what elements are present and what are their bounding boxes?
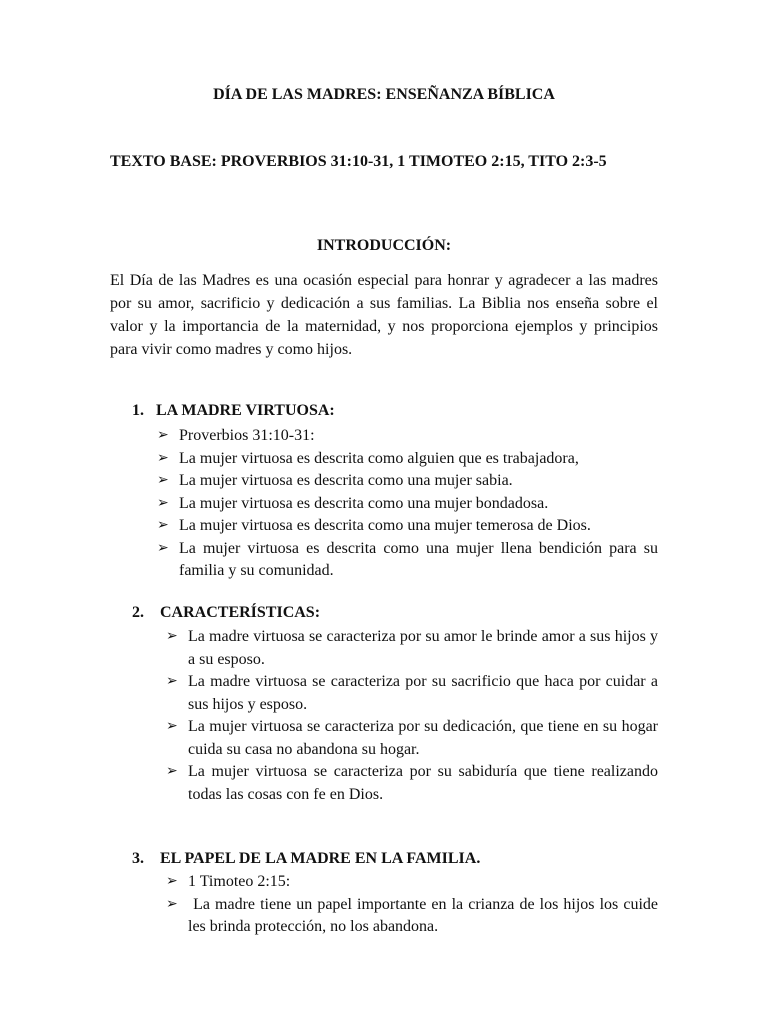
list-item: ➢ La madre virtuosa se caracteriza por su sacrificio que haca por cuidar a sus hijos y esposo. (166, 673, 658, 713)
list-item: ➢ La mujer virtuosa es descrita como una mujer sabia. (179, 470, 658, 493)
section-number: 1. (132, 402, 144, 419)
introduccion-paragraph: El Día de las Madres es una ocasión especial para honrar y agradecer a las madres por su amor, sacrificio y dedicación a sus familias. La Biblia nos enseña sobre el valor y la importancia de la maternidad, y nos proporciona ejemplos y principios para vivir como madres y como hijos. (110, 272, 658, 358)
section-3-list (166, 871, 662, 939)
arrowhead-bullet-icon: ➢ (157, 450, 169, 466)
list-item: ➢ La mujer virtuosa es descrita como una mujer llena bendición para su familia y su comunidad. (157, 539, 658, 579)
arrowhead-bullet-icon: ➢ (157, 473, 169, 488)
section-title: LA MADRE VIRTUOSA: (156, 402, 335, 419)
list-item: ➢ La mujer virtuosa es descrita como una mujer temerosa de Dios. (179, 515, 658, 538)
section-2-heading (132, 604, 652, 622)
section-title: CARACTERÍSTICAS: (160, 604, 321, 621)
section-2-list (166, 626, 658, 806)
list-item: ➢ La mujer virtuosa se caracteriza por su sabiduría que tiene realizando todas las cosas con fe en Dios. (166, 763, 658, 803)
texto-base: TEXTO BASE: PROVERBIOS 31:10-31, 1 TIMOTEO 2:15, TITO 2:3-5 (110, 153, 607, 170)
arrowhead-bullet-icon: ➢ (157, 428, 169, 443)
section-number: 3. (132, 850, 144, 867)
list-item: ➢ La mujer virtuosa es descrita como una mujer bondadosa. (179, 493, 658, 516)
arrowhead-bullet-icon: ➢ (166, 629, 178, 644)
list-item: ➢ La madre virtuosa se caracteriza por su amor le brinde amor a sus hijos y a su esposo. (166, 628, 658, 668)
section-number: 2. (132, 604, 144, 621)
introduccion-heading: INTRODUCCIÓN: (316, 237, 452, 254)
arrowhead-bullet-icon: ➢ (166, 674, 178, 689)
list-item: ➢ Proverbios 31:10-31: (179, 425, 658, 448)
arrowhead-bullet-icon: ➢ (166, 896, 178, 912)
arrowhead-bullet-icon: ➢ (157, 518, 169, 533)
section-1-list (157, 425, 658, 583)
section-3-heading (132, 850, 652, 868)
list-item: ➢ La mujer virtuosa se caracteriza por su dedicación, que tiene en su hogar cuida su casa no abandona su hogar. (166, 718, 658, 758)
arrowhead-bullet-icon: ➢ (166, 764, 178, 779)
list-item: ➢ La madre tiene un papel importante en la crianza de los hijos los cuide les brinda protección, no los abandona. (166, 895, 662, 935)
arrowhead-bullet-icon: ➢ (157, 495, 169, 511)
section-title: EL PAPEL DE LA MADRE EN LA FAMILIA. (160, 850, 481, 867)
arrowhead-bullet-icon: ➢ (157, 540, 169, 556)
arrowhead-bullet-icon: ➢ (166, 874, 178, 889)
section-1-heading (132, 402, 652, 420)
list-item: ➢ La mujer virtuosa es descrita como alguien que es trabajadora, (179, 448, 658, 471)
arrowhead-bullet-icon: ➢ (166, 719, 178, 734)
list-item: ➢ 1 Timoteo 2:15: (188, 871, 658, 894)
document-title: DÍA DE LAS MADRES: ENSEÑANZA BÍBLICA (213, 86, 555, 103)
